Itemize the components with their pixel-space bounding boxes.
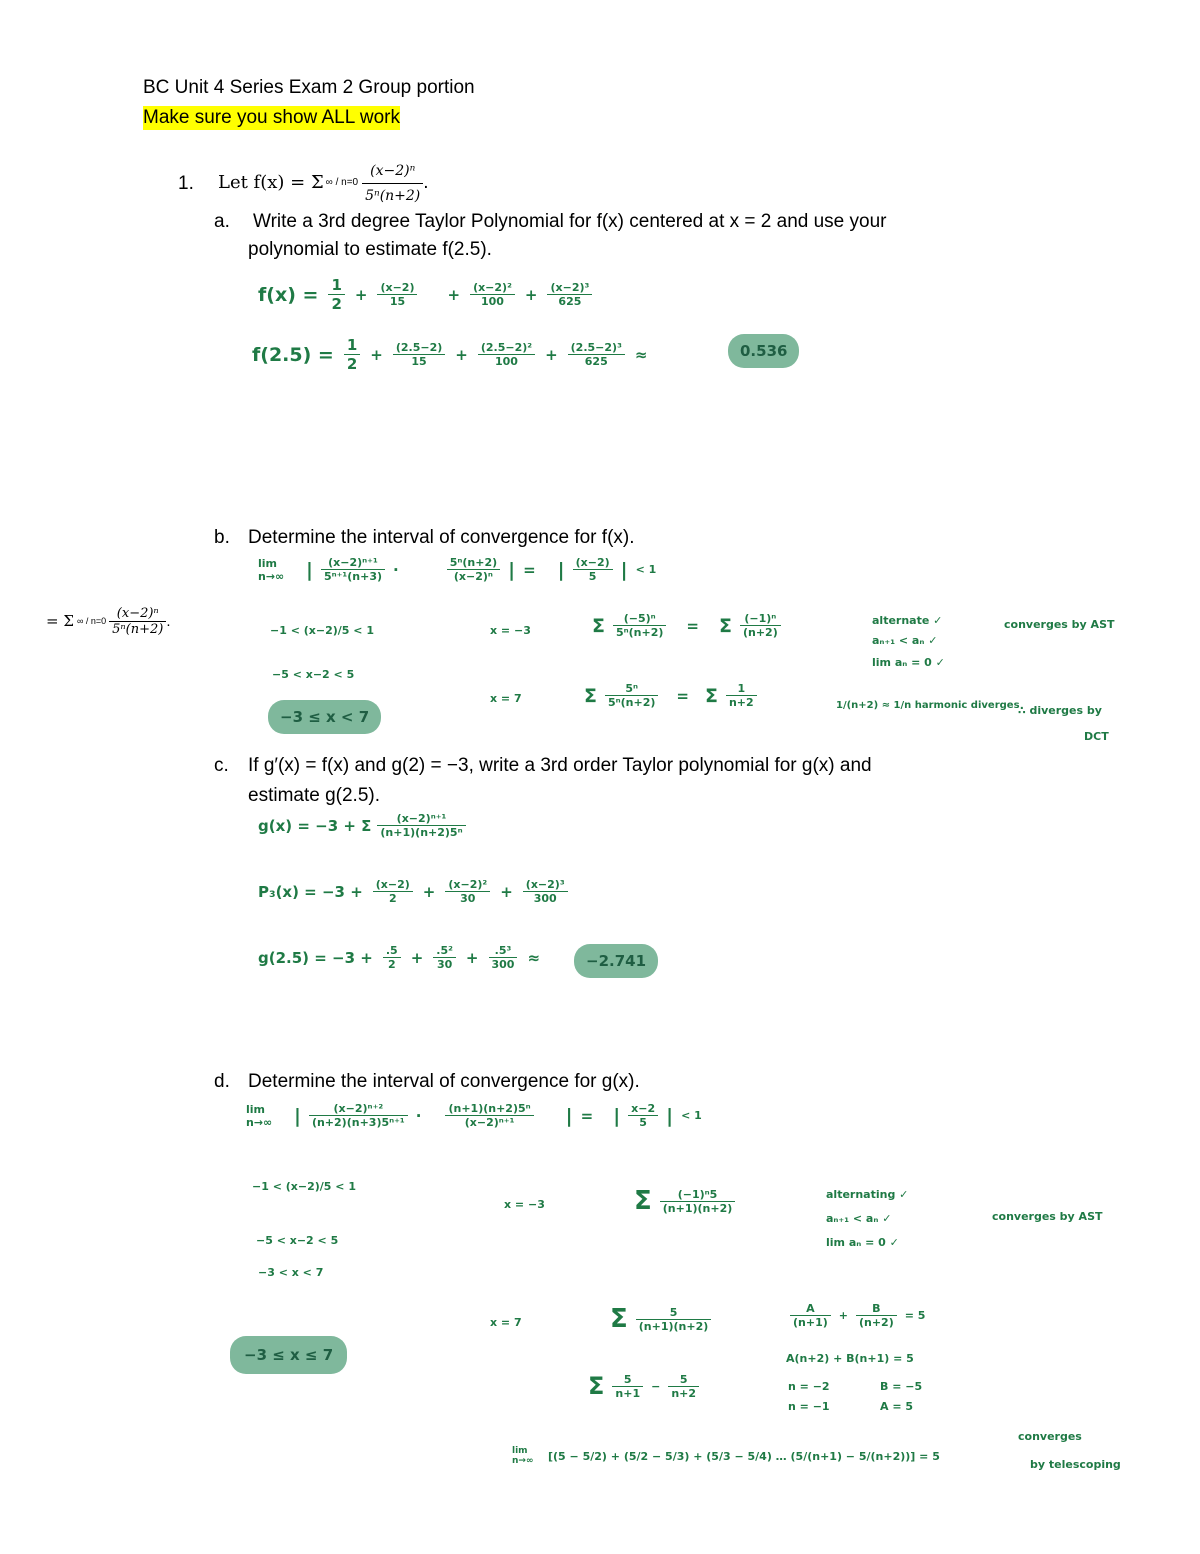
part-b-right-endpoint: x = 7 xyxy=(490,692,522,705)
part-d-label: d. xyxy=(214,1071,230,1092)
part-a-prompt-line1: Write a 3rd degree Taylor Polynomial for f(x) centered at x = 2 and use your xyxy=(253,211,887,232)
part-d-ratio-test: lim n→∞ | $\frac{\text{(x−2)ⁿ⁺²}}{\text{(n+2)(n+3)5ⁿ⁺¹}}$ · $\frac{\text{(n+1)(n+2)5ⁿ}}{\text{(x−2)ⁿ⁺¹}}$ | = | $\frac{x-2}{5}$ | < 1 xyxy=(246,1102,702,1129)
margin-prefix: = Σ xyxy=(46,612,74,630)
part-b-check-decreasing: aₙ₊₁ < aₙ ✓ xyxy=(872,634,938,647)
part-c-answer: −2.741 xyxy=(574,944,658,978)
part-b-left-series: Σ $\frac{\text{(−5)ⁿ}}{\text{5ⁿ(n+2)}}$ = Σ $\frac{\text{(−1)ⁿ}}{(n+2)}$ xyxy=(592,612,781,639)
part-d-pf-b: B = −5 xyxy=(880,1380,923,1393)
part-d-right-endpoint: x = 7 xyxy=(490,1316,522,1329)
part-d-ineq3: −3 < x < 7 xyxy=(258,1266,324,1279)
part-d-ineq1: −1 < (x−2)/5 < 1 xyxy=(252,1180,356,1193)
problem-suffix: . xyxy=(423,172,429,193)
part-a-answer: 0.536 xyxy=(728,334,799,368)
part-b-right-conclusion-test: DCT xyxy=(1084,730,1109,743)
part-d-check-alternating: alternating ✓ xyxy=(826,1188,909,1201)
part-b-label: b. xyxy=(214,527,230,548)
term3: $\frac{\text{(x−2)²}}{100}$ xyxy=(470,281,515,308)
margin-suffix: . xyxy=(166,612,171,630)
part-d-pf-n2: n = −1 xyxy=(788,1400,830,1413)
problem-prefix: Let f(x) = Σ xyxy=(218,172,324,193)
part-c-polynomial: P₃(x) = −3 + $\frac{(x-2)}{2}$ + $\frac{\text{(x−2)²}}{30}$ + $\frac{\text{(x−2)³}}{300}$ xyxy=(258,878,568,905)
part-b-check-limit: lim aₙ = 0 ✓ xyxy=(872,656,945,669)
part-d-right-series: Σ $\frac{5}{(n+1)(n+2)}$ xyxy=(610,1304,711,1334)
f-of-2-5: f(2.5) = xyxy=(252,343,334,366)
fraction-numerator: (x−2)ⁿ xyxy=(362,159,423,184)
part-a-prompt-line2: polynomial to estimate f(2.5). xyxy=(248,239,492,260)
problem-statement xyxy=(218,160,429,206)
part-d-left-series: Σ $\frac{\text{(−1)ⁿ5}}{(n+1)(n+2)}$ xyxy=(634,1186,735,1216)
part-b-ineq2: −5 < x−2 < 5 xyxy=(272,668,355,681)
part-d-pf-a: A = 5 xyxy=(880,1400,914,1413)
term4: $\frac{\text{(x−2)³}}{625}$ xyxy=(547,281,592,308)
instruction-highlight: Make sure you show ALL work xyxy=(143,107,400,128)
margin-fraction xyxy=(109,606,166,637)
f-of-x: f(x) = xyxy=(258,283,319,306)
part-c-prompt-line2: estimate g(2.5). xyxy=(248,785,380,806)
part-c-prompt-line1: If g′(x) = f(x) and g(2) = −3, write a 3rd order Taylor polynomial for g(x) and xyxy=(248,755,872,776)
part-b-ratio-test: lim n→∞ | $\frac{\text{(x−2)ⁿ⁺¹}}{\text{5ⁿ⁺¹(n+3)}}$ · $\frac{\text{5ⁿ(n+2)}}{\text{(x−2)ⁿ}}$ | = | $\frac{(x-2)}{5}$ | < 1 xyxy=(258,556,657,583)
part-d-check-limit: lim aₙ = 0 ✓ xyxy=(826,1236,899,1249)
problem-fraction xyxy=(362,159,423,208)
sum-limits: ∞ / n=0 xyxy=(325,177,359,188)
margin-series-copy xyxy=(46,598,171,644)
part-d-answer: −3 ≤ x ≤ 7 xyxy=(230,1336,347,1374)
part-c-series: g(x) = −3 + Σ $\frac{\text{(x−2)ⁿ⁺¹}}{\text{(n+1)(n+2)5ⁿ}}$ xyxy=(258,812,466,839)
part-d-telescoping-conclusion: converges xyxy=(1018,1430,1082,1443)
exam-title: BC Unit 4 Series Exam 2 Group portion xyxy=(143,77,475,98)
part-b-ineq1: −1 < (x−2)/5 < 1 xyxy=(270,624,374,637)
part-d-pf-n1: n = −2 xyxy=(788,1380,830,1393)
margin-limits: ∞ / n=0 xyxy=(76,616,107,626)
part-b-right-series: Σ $\frac{\text{5ⁿ}}{\text{5ⁿ(n+2)}}$ = Σ $\frac{1}{n+2}$ xyxy=(584,682,757,709)
margin-numerator: (x−2)ⁿ xyxy=(109,606,166,622)
margin-denominator: 5ⁿ(n+2) xyxy=(112,621,164,637)
part-c-estimate: g(2.5) = −3 + $\frac{.5}{2}$ + $\frac{\text{.5²}}{30}$ + $\frac{\text{.5³}}{300}$ ≈ xyxy=(258,944,541,971)
part-d-ineq2: −5 < x−2 < 5 xyxy=(256,1234,339,1247)
part-b-right-conclusion: ∴ diverges by xyxy=(1018,704,1102,717)
part-b-check-alternate: alternate ✓ xyxy=(872,614,943,627)
part-b-left-endpoint: x = −3 xyxy=(490,624,531,637)
problem-number: 1. xyxy=(178,173,194,194)
part-b-left-conclusion: converges by AST xyxy=(1004,618,1115,631)
part-b-prompt: Determine the interval of convergence for f(x). xyxy=(248,527,635,548)
part-d-left-endpoint: x = −3 xyxy=(504,1198,545,1211)
term1: $\frac{1}{2}$ xyxy=(328,276,344,313)
part-d-prompt: Determine the interval of convergence for g(x). xyxy=(248,1071,640,1092)
part-d-pf-equation: A(n+2) + B(n+1) = 5 xyxy=(786,1352,914,1365)
part-a-work-row2: f(2.5) = $\frac{1}{2}$ + $\frac{(2.5-2)}{15}$ + $\frac{\text{(2.5−2)²}}{100}$ + $\frac{\text{(2.5−2)³}}{625}$ ≈ xyxy=(252,336,648,373)
part-a-label: a. xyxy=(214,211,230,232)
part-d-telescoping-conclusion-method: by telescoping xyxy=(1030,1458,1121,1471)
part-d-partial-fractions: $\frac{A}{(n+1)}$ + $\frac{B}{(n+2)}$ = 5 xyxy=(790,1302,925,1329)
part-b-answer: −3 ≤ x < 7 xyxy=(268,700,381,734)
part-d-left-conclusion: converges by AST xyxy=(992,1210,1103,1223)
fraction-denominator: 5ⁿ(n+2) xyxy=(365,187,421,204)
part-a-work-row1: f(x) = $\frac{1}{2}$ + $\frac{(x-2)}{15}$ + $\frac{\text{(x−2)²}}{100}$ + $\frac{\text{(x−2)³}}{625}$ xyxy=(258,276,592,313)
part-d-check-decreasing: aₙ₊₁ < aₙ ✓ xyxy=(826,1212,892,1225)
part-d-telescoping-series: Σ $\frac{5}{n+1}$ − $\frac{5}{n+2}$ xyxy=(588,1372,699,1400)
part-c-label: c. xyxy=(214,755,229,776)
part-b-harmonic-compare: 1/(n+2) ≈ 1/n harmonic diverges xyxy=(836,700,1020,711)
term2: $\frac{(x-2)}{15}$ xyxy=(377,281,417,308)
part-d-telescoping-limit: lim n→∞ [(5 − 5/2) + (5/2 − 5/3) + (5/3 − 5/4) … (5/(n+1) − 5/(n+2))] = 5 xyxy=(512,1446,940,1466)
